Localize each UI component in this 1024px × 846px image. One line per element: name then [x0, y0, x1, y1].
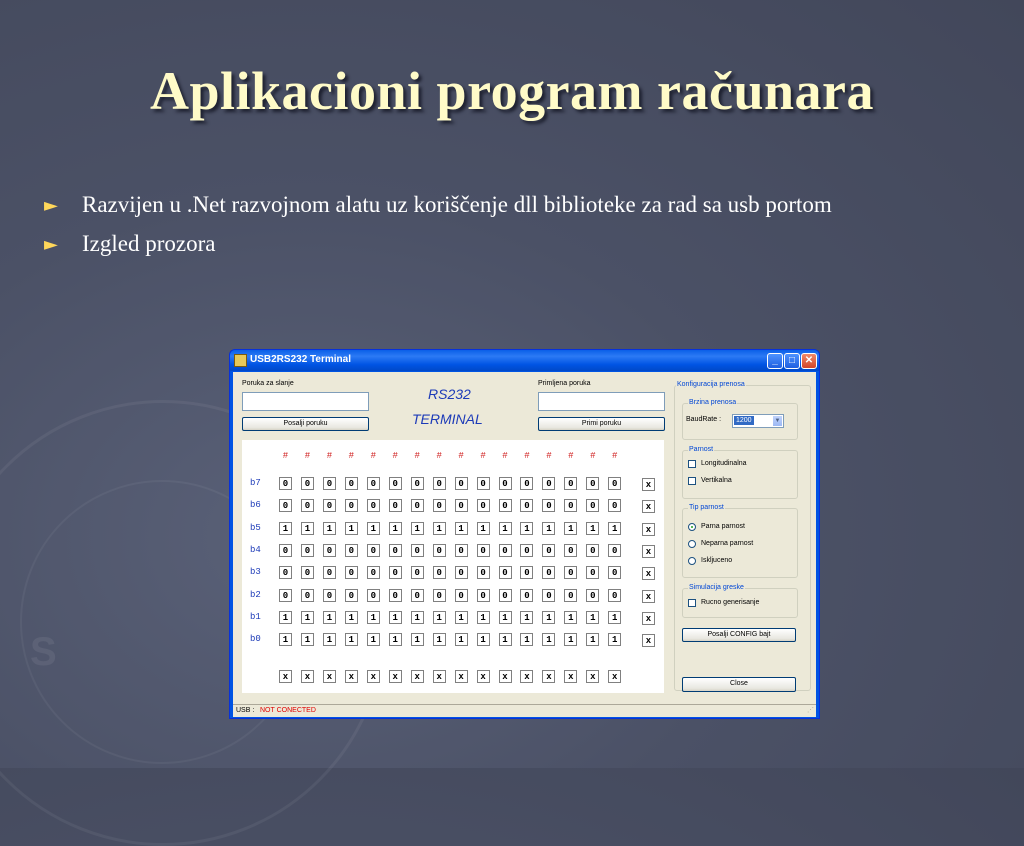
column-clear-button[interactable]: x	[433, 670, 446, 683]
manual-error-label: Rucno generisanje	[701, 599, 760, 606]
bit-row-label: b5	[250, 522, 261, 533]
bit-cell[interactable]: 1	[389, 522, 402, 535]
column-hash-marker: #	[370, 451, 376, 461]
bit-row-label: b2	[250, 589, 261, 600]
bit-cell[interactable]: 1	[345, 611, 358, 624]
bit-cell[interactable]: 0	[367, 499, 380, 512]
bit-cell[interactable]: 1	[564, 611, 577, 624]
send-input[interactable]	[242, 392, 369, 411]
bit-cell[interactable]: 1	[499, 633, 512, 646]
bit-cell[interactable]: 0	[301, 544, 314, 557]
bit-cell[interactable]: 0	[477, 544, 490, 557]
bit-cell[interactable]: 0	[499, 499, 512, 512]
column-clear-button[interactable]: x	[542, 670, 555, 683]
bit-cell[interactable]: 1	[433, 633, 446, 646]
disabled-parity-radio[interactable]	[688, 557, 696, 565]
bit-cell[interactable]: 0	[301, 499, 314, 512]
bit-cell[interactable]: 1	[520, 633, 533, 646]
bit-cell[interactable]: 0	[477, 566, 490, 579]
bit-cell[interactable]: 0	[542, 589, 555, 602]
column-clear-button[interactable]: x	[411, 670, 424, 683]
even-parity-radio[interactable]	[688, 523, 696, 531]
bit-cell[interactable]: 0	[279, 477, 292, 490]
bit-cell[interactable]: 0	[433, 499, 446, 512]
column-clear-button[interactable]: x	[367, 670, 380, 683]
bit-cell[interactable]: 0	[411, 477, 424, 490]
column-hash-marker: #	[458, 451, 464, 461]
bit-cell[interactable]: 0	[564, 499, 577, 512]
bit-cell[interactable]: 0	[279, 589, 292, 602]
bit-cell[interactable]: 1	[301, 611, 314, 624]
bit-cell[interactable]: 0	[499, 544, 512, 557]
status-value: NOT CONECTED	[260, 707, 316, 714]
bit-cell[interactable]: 1	[345, 633, 358, 646]
bit-cell[interactable]: 0	[455, 499, 468, 512]
bit-cell[interactable]: 0	[477, 499, 490, 512]
send-label: Poruka za slanje	[242, 380, 294, 387]
column-clear-button[interactable]: x	[499, 670, 512, 683]
bit-cell[interactable]: 0	[301, 477, 314, 490]
bit-cell[interactable]: 0	[345, 499, 358, 512]
speed-group	[682, 399, 798, 440]
bit-cell[interactable]: 1	[279, 633, 292, 646]
bit-cell[interactable]: 0	[367, 544, 380, 557]
column-hash-marker: #	[612, 451, 618, 461]
bit-cell[interactable]: 0	[564, 477, 577, 490]
baud-label: BaudRate :	[686, 416, 722, 423]
row-clear-button[interactable]: x	[642, 634, 655, 647]
send-button[interactable]: Posalji poruku	[242, 417, 369, 431]
bit-cell[interactable]: 1	[477, 522, 490, 535]
bit-row-label: b0	[250, 634, 261, 645]
bit-cell[interactable]: 0	[586, 499, 599, 512]
row-clear-button[interactable]: x	[642, 478, 655, 491]
bit-cell[interactable]: 0	[520, 589, 533, 602]
bit-cell[interactable]: 1	[279, 522, 292, 535]
bit-cell[interactable]: 0	[520, 544, 533, 557]
column-hash-marker: #	[348, 451, 355, 461]
terminal-window	[229, 349, 820, 719]
bit-cell[interactable]: 1	[499, 522, 512, 535]
bit-cell[interactable]: 0	[389, 566, 402, 579]
minimize-icon[interactable]: _	[767, 353, 783, 369]
bit-cell[interactable]: 0	[301, 589, 314, 602]
bit-cell[interactable]: 0	[433, 544, 446, 557]
bit-row-label: b1	[250, 611, 261, 622]
bit-cell[interactable]: 0	[542, 499, 555, 512]
bit-cell[interactable]: 0	[433, 477, 446, 490]
bit-cell[interactable]: 1	[542, 633, 555, 646]
vertical-label: Vertikalna	[701, 477, 732, 484]
bit-cell[interactable]: 0	[455, 544, 468, 557]
bit-cell[interactable]: 1	[499, 611, 512, 624]
close-button[interactable]: Close	[682, 677, 796, 692]
column-clear-button[interactable]: x	[389, 670, 402, 683]
bit-cell[interactable]: 0	[586, 566, 599, 579]
row-clear-button[interactable]: x	[642, 567, 655, 580]
bit-cell[interactable]: 1	[455, 611, 468, 624]
bit-cell[interactable]: 1	[586, 611, 599, 624]
bit-cell[interactable]: 0	[389, 544, 402, 557]
status-bar	[233, 704, 816, 718]
column-clear-button[interactable]: x	[520, 670, 533, 683]
parity-group	[682, 446, 798, 499]
background-compass-letter: S	[30, 630, 57, 674]
resize-grip-icon[interactable]: ⋰	[807, 707, 814, 714]
bit-cell[interactable]: 0	[586, 589, 599, 602]
bit-cell[interactable]: 0	[433, 566, 446, 579]
send-config-button[interactable]: Posalji CONFIG bajt	[682, 628, 796, 642]
bullet-item	[44, 227, 964, 262]
bit-cell[interactable]: 1	[411, 522, 424, 535]
bit-cell[interactable]: 1	[586, 522, 599, 535]
bit-cell[interactable]: 0	[608, 589, 621, 602]
row-clear-button[interactable]: x	[642, 523, 655, 536]
bit-grid-panel	[242, 440, 664, 693]
bullet-text: Izgled prozora	[82, 231, 216, 256]
bit-cell[interactable]: 1	[433, 611, 446, 624]
heading-rs232: RS232	[428, 386, 471, 402]
bit-cell[interactable]: 0	[389, 499, 402, 512]
bit-cell[interactable]: 1	[564, 522, 577, 535]
bit-cell[interactable]: 0	[345, 566, 358, 579]
odd-parity-label: Neparna parnost	[701, 540, 754, 547]
close-icon[interactable]: ✕	[801, 353, 817, 369]
column-hash-marker: #	[414, 451, 420, 461]
bit-cell[interactable]: 1	[520, 611, 533, 624]
status-label: USB :	[236, 707, 255, 714]
column-clear-button[interactable]: x	[608, 670, 621, 683]
column-hash-marker: #	[502, 451, 508, 461]
bit-cell[interactable]: 0	[323, 566, 336, 579]
bit-cell[interactable]: 0	[499, 566, 512, 579]
even-parity-label: Parna parnost	[701, 523, 745, 530]
baud-select-value: 1200	[736, 417, 752, 424]
bit-row-label: b3	[250, 567, 261, 578]
bit-cell[interactable]: 1	[323, 611, 336, 624]
bit-cell[interactable]: 0	[520, 477, 533, 490]
bullet-arrow-icon: ►	[44, 195, 58, 216]
column-hash-marker: #	[568, 451, 574, 461]
bit-cell[interactable]: 1	[367, 611, 380, 624]
bullet-item	[44, 188, 964, 223]
column-hash-marker: #	[546, 451, 552, 461]
bit-cell[interactable]: 0	[564, 566, 577, 579]
bit-cell[interactable]: 0	[542, 544, 555, 557]
row-clear-button[interactable]: x	[642, 500, 655, 513]
bit-cell[interactable]: 0	[499, 477, 512, 490]
error-sim-group	[682, 584, 798, 618]
bit-cell[interactable]: 0	[279, 499, 292, 512]
longitudinal-checkbox[interactable]	[688, 460, 696, 468]
parity-group-title: Parnost	[689, 446, 714, 453]
bit-cell[interactable]: 0	[367, 566, 380, 579]
bit-cell[interactable]: 0	[411, 589, 424, 602]
bit-cell[interactable]: 1	[608, 522, 621, 535]
bit-cell[interactable]: 0	[389, 589, 402, 602]
error-sim-group-title: Simulacija greske	[689, 584, 744, 591]
column-clear-button[interactable]: x	[455, 670, 468, 683]
bit-cell[interactable]: 0	[301, 566, 314, 579]
bit-row-label: b7	[250, 478, 261, 488]
bit-cell[interactable]: 1	[520, 522, 533, 535]
bit-cell[interactable]: 0	[323, 544, 336, 557]
vertical-checkbox[interactable]	[688, 477, 696, 485]
window-titlebar[interactable]	[230, 350, 819, 371]
manual-error-checkbox[interactable]	[688, 599, 696, 607]
receive-input[interactable]	[538, 392, 665, 411]
bit-cell[interactable]: 0	[411, 499, 424, 512]
bit-cell[interactable]: 1	[389, 611, 402, 624]
column-hash-marker: #	[480, 451, 486, 461]
bit-cell[interactable]: 1	[542, 522, 555, 535]
bit-cell[interactable]: 1	[455, 633, 468, 646]
bit-row-label: b6	[250, 500, 261, 511]
bit-cell[interactable]: 0	[345, 544, 358, 557]
bit-cell[interactable]: 0	[542, 477, 555, 490]
bit-cell[interactable]: 1	[477, 611, 490, 624]
bit-cell[interactable]: 1	[455, 522, 468, 535]
bit-cell[interactable]: 0	[477, 589, 490, 602]
longitudinal-label: Longitudinalna	[701, 460, 747, 467]
bit-cell[interactable]: 0	[323, 499, 336, 512]
bit-cell[interactable]: 1	[608, 611, 621, 624]
bit-cell[interactable]: 0	[586, 477, 599, 490]
disabled-parity-label: Iskljuceno	[701, 557, 733, 564]
bit-row-label: b4	[250, 544, 261, 555]
bit-cell[interactable]: 0	[367, 477, 380, 490]
bit-cell[interactable]: 1	[367, 633, 380, 646]
bit-cell[interactable]: 1	[345, 522, 358, 535]
receive-label: Primljena poruka	[538, 380, 591, 387]
bit-cell[interactable]: 0	[455, 589, 468, 602]
bit-cell[interactable]: 0	[564, 544, 577, 557]
column-clear-button[interactable]: x	[564, 670, 577, 683]
bit-cell[interactable]: 0	[389, 477, 402, 490]
bit-cell[interactable]: 0	[608, 499, 621, 512]
bit-cell[interactable]: 0	[586, 544, 599, 557]
bit-cell[interactable]: 0	[608, 544, 621, 557]
bit-cell[interactable]: 1	[542, 611, 555, 624]
bit-cell[interactable]: 1	[279, 611, 292, 624]
bit-cell[interactable]: 0	[279, 544, 292, 557]
bit-cell[interactable]: 0	[499, 589, 512, 602]
maximize-icon[interactable]: □	[784, 353, 800, 369]
row-clear-button[interactable]: x	[642, 612, 655, 625]
bit-cell[interactable]: 1	[367, 522, 380, 535]
bit-cell[interactable]: 0	[279, 566, 292, 579]
row-clear-button[interactable]: x	[642, 590, 655, 603]
heading-terminal: TERMINAL	[412, 411, 483, 427]
bit-cell[interactable]: 1	[564, 633, 577, 646]
window-title: USB2RS232 Terminal	[250, 354, 351, 365]
bit-cell[interactable]: 0	[455, 477, 468, 490]
column-hash-marker: #	[326, 451, 333, 461]
bit-cell[interactable]: 1	[301, 522, 314, 535]
column-clear-button[interactable]: x	[345, 670, 358, 683]
bit-cell[interactable]: 1	[411, 633, 424, 646]
bullet-arrow-icon: ►	[44, 234, 58, 255]
column-hash-marker: #	[392, 451, 398, 461]
column-clear-button[interactable]: x	[279, 670, 292, 683]
bit-cell[interactable]: 0	[564, 589, 577, 602]
config-group-title: Konfiguracija prenosa	[677, 381, 745, 388]
slide-title: Aplikacioni program računara	[149, 61, 874, 121]
bit-cell[interactable]: 0	[433, 589, 446, 602]
column-hash-marker: #	[282, 451, 289, 461]
bit-cell[interactable]: 0	[323, 477, 336, 490]
speed-group-title: Brzina prenosa	[689, 399, 737, 406]
column-clear-button[interactable]: x	[586, 670, 599, 683]
bit-cell[interactable]: 1	[477, 633, 490, 646]
bullet-list	[44, 188, 964, 266]
baud-select[interactable]	[732, 414, 784, 428]
bit-cell[interactable]: 0	[608, 566, 621, 579]
column-hash-marker: #	[304, 451, 311, 461]
bit-cell[interactable]: 0	[520, 499, 533, 512]
row-clear-button[interactable]: x	[642, 545, 655, 558]
bit-cell[interactable]: 0	[411, 544, 424, 557]
bit-cell[interactable]: 0	[411, 566, 424, 579]
bit-cell[interactable]: 0	[477, 477, 490, 490]
bit-cell[interactable]: 0	[345, 477, 358, 490]
bit-cell[interactable]: 1	[323, 522, 336, 535]
bit-cell[interactable]: 1	[323, 633, 336, 646]
odd-parity-radio[interactable]	[688, 540, 696, 548]
window-client	[233, 372, 816, 717]
bit-cell[interactable]: 1	[608, 633, 621, 646]
bullet-text: Razvijen u .Net razvojnom alatu uz koriščenje dll biblioteke za rad sa usb portom	[82, 192, 832, 217]
chevron-down-icon[interactable]: ▼	[774, 418, 781, 424]
bit-cell[interactable]: 0	[520, 566, 533, 579]
bit-cell[interactable]: 0	[323, 589, 336, 602]
column-hash-marker: #	[436, 451, 442, 461]
bit-cell[interactable]: 0	[455, 566, 468, 579]
bit-cell[interactable]: 0	[367, 589, 380, 602]
bit-cell[interactable]: 1	[586, 633, 599, 646]
parity-type-group	[682, 504, 798, 578]
bit-cell[interactable]: 1	[433, 522, 446, 535]
bit-cell[interactable]: 0	[345, 589, 358, 602]
column-clear-button[interactable]: x	[301, 670, 314, 683]
parity-type-group-title: Tip parnost	[689, 504, 724, 511]
bit-cell[interactable]: 1	[411, 611, 424, 624]
bit-cell[interactable]: 0	[542, 566, 555, 579]
bit-cell[interactable]: 0	[608, 477, 621, 490]
column-hash-marker: #	[590, 451, 596, 461]
column-clear-button[interactable]: x	[477, 670, 490, 683]
app-icon	[234, 354, 247, 367]
receive-button[interactable]: Primi poruku	[538, 417, 665, 431]
bit-cell[interactable]: 1	[301, 633, 314, 646]
column-hash-marker: #	[524, 451, 530, 461]
bit-cell[interactable]: 1	[389, 633, 402, 646]
column-clear-button[interactable]: x	[323, 670, 336, 683]
